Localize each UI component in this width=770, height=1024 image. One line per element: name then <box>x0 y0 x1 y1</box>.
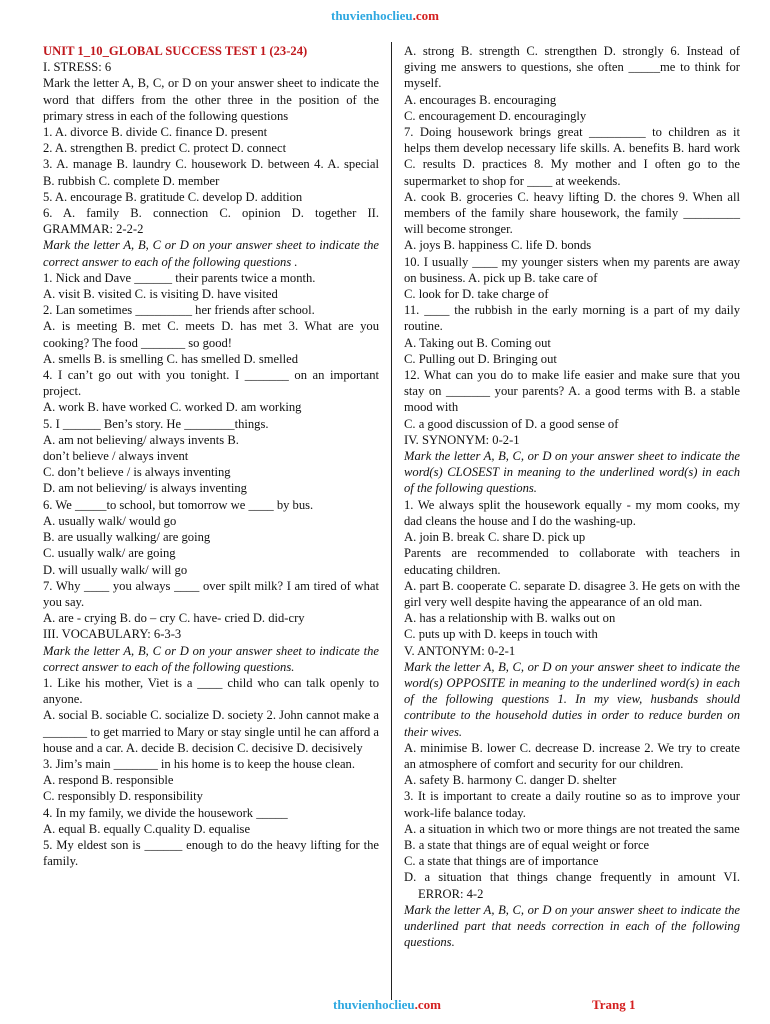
text-line: 3. A. manage B. laundry C. housework D. between 4. A. special B. rubbish C. complete D. member <box>43 157 379 188</box>
footer-site-name: thuvienhoclieu <box>333 997 415 1012</box>
text-line: C. look for D. take charge of <box>404 287 549 302</box>
text-line: Parents are recommended to collaborate with teachers in educating children. <box>404 546 740 577</box>
text-line: A. visit B. visited C. is visiting D. have visited <box>43 287 278 302</box>
right-column <box>404 43 740 950</box>
text-line: C. Pulling out D. Bringing out <box>404 351 557 366</box>
text-line: A. work B. have worked C. worked D. am working <box>43 400 302 415</box>
text-line: 5. I ______ Ben’s story. He ________things. <box>43 416 269 431</box>
left-column <box>43 43 379 869</box>
text-line: A. equal B. equally C.quality D. equalise <box>43 821 251 836</box>
text-line: Mark the letter A, B, C, or D on your answer sheet to indicate the word(s) OPPOSITE in meaning to the underlined word(s) in each of the following questions 1. In my view, husbands should contribute to the household duties in order to reduce burden on their wives. <box>404 659 740 739</box>
text-line: A. social B. sociable C. socialize D. society 2. John cannot make a _______ to get married to Mary or stay single until he can afford a house and a car. A. decide B. decision C. decisive D. decisively <box>43 708 379 755</box>
text-line: 1. We always split the housework equally - my mom cooks, my dad cleans the house and I do the washing-up. <box>404 497 740 528</box>
text-line: A. part B. cooperate C. separate D. disagree 3. He gets on with the girl very well despite having the appearance of an old man. <box>404 578 740 609</box>
text-line: C. encouragement D. encouragingly <box>404 108 587 123</box>
text-line: 1. Nick and Dave ______ their parents twice a month. <box>43 270 316 285</box>
text-line: C. a good discussion of D. a good sense of <box>404 416 619 431</box>
text-line: A. are - crying B. do – cry C. have- cried D. did-cry <box>43 611 305 626</box>
text-line: C. a state that things are of importance <box>404 854 599 869</box>
text-line: 2. Lan sometimes _________ her friends after school. <box>43 303 315 318</box>
text-line: A. a situation in which two or more things are not treated the same <box>404 821 740 836</box>
site-header <box>0 8 770 24</box>
text-line: 1. Like his mother, Viet is a ____ child who can talk openly to anyone. <box>43 675 379 707</box>
text-line: 7. Doing housework brings great _________ to children as it helps them develop necessary life skills. A. benefits B. hard work C. results D. practices 8. My mother and I often go to the supermarket to shop for ____ at weekends. <box>404 125 740 188</box>
text-line: 10. I usually ____ my younger sisters when my parents are away on business. A. pick up B. take care of <box>404 254 740 285</box>
site-name: thuvienhoclieu <box>331 8 413 23</box>
text-line: A. strong B. strength C. strengthen D. strongly 6. Instead of giving me answers to questions, she often _____me to think for myself. <box>404 44 740 91</box>
text-line: Mark the letter A, B, C, or D on your answer sheet to indicate the word(s) CLOSEST in meaning to the underlined word(s) in each of the following questions. <box>404 449 740 496</box>
text-line: 5. My eldest son is ______ enough to do the heavy lifting for the family. <box>43 837 379 869</box>
text-line: C. don’t believe / is always inventing <box>43 465 231 480</box>
text-line: 6. A. family B. connection C. opinion D. together II. GRAMMAR: 2-2-2 <box>43 206 379 237</box>
text-line: A. has a relationship with B. walks out on <box>404 611 616 626</box>
text-line: A. cook B. groceries C. heavy lifting D. the chores 9. When all members of the family share housework, the family _________ will become stronger. <box>404 189 740 237</box>
text-line: B. are usually walking/ are going <box>43 530 211 545</box>
text-line: 5. A. encourage B. gratitude C. develop D. addition <box>43 189 303 204</box>
text-line: A. respond B. responsible <box>43 773 174 788</box>
text-line: 4. In my family, we divide the housework _____ <box>43 805 288 820</box>
text-line: 11. ____ the rubbish in the early morning is a part of my daily routine. <box>404 303 740 334</box>
text-line: A. usually walk/ would go <box>43 513 177 528</box>
text-line: 12. What can you do to make life easier and make sure that you stay on _______ your parents? A. a good terms with B. a stable mood with <box>404 368 740 415</box>
text-line: C. responsibly D. responsibility <box>43 789 203 804</box>
text-line: D. a situation that things change frequently in amount VI. ERROR: 4-2 <box>404 870 740 901</box>
text-line: C. usually walk/ are going <box>43 546 176 561</box>
text-line: don’t believe / always invent <box>43 449 189 464</box>
text-line: A. encourages B. encouraging <box>404 92 557 107</box>
text-line: A. Taking out B. Coming out <box>404 335 551 350</box>
text-line: Mark the letter A, B, C, or D on your answer sheet to indicate the word that differs from the other three in the position of the primary stress in each of the following questions <box>43 76 379 123</box>
text-line: 1. A. divorce B. divide C. finance D. present <box>43 125 268 140</box>
text-line: 6. We _____to school, but tomorrow we ____ by bus. <box>43 497 314 512</box>
text-line: I. STRESS: 6 <box>43 60 112 75</box>
page-number: Trang 1 <box>592 997 636 1012</box>
text-line: B. a state that things are of equal weight or force <box>404 837 650 852</box>
text-line: Mark the letter A, B, C, or D on your answer sheet to indicate the underlined part that needs correction in each of the following questions. <box>404 902 740 950</box>
text-line: 3. Jim’s main _______ in his home is to keep the house clean. <box>43 756 356 771</box>
text-line: UNIT 1_10_GLOBAL SUCCESS TEST 1 (23-24) <box>43 44 308 58</box>
site-footer <box>333 997 441 1013</box>
text-line: 2. A. strengthen B. predict C. protect D. connect <box>43 141 287 156</box>
footer-site-domain: .com <box>414 997 441 1012</box>
text-line: A. safety B. harmony C. danger D. shelter <box>404 773 617 788</box>
text-line: V. ANTONYM: 0-2-1 <box>404 643 516 658</box>
text-line: 7. Why ____ you always ____ over spilt milk? I am tired of what you say. <box>43 578 379 609</box>
text-line: A. am not believing/ always invents B. <box>43 432 239 447</box>
text-line: 4. I can’t go out with you tonight. I _______ on an important project. <box>43 368 379 399</box>
text-line: A. join B. break C. share D. pick up <box>404 530 586 545</box>
text-line: C. puts up with D. keeps in touch with <box>404 627 598 642</box>
text-line: IV. SYNONYM: 0-2-1 <box>404 432 520 447</box>
text-line: D. will usually walk/ will go <box>43 562 188 577</box>
text-line: A. smells B. is smelling C. has smelled D. smelled <box>43 351 299 366</box>
text-line: A. joys B. happiness C. life D. bonds <box>404 238 592 253</box>
text-line: 3. It is important to create a daily routine so as to improve your work-life balance today. <box>404 789 740 820</box>
text-line: Mark the letter A, B, C or D on your answer sheet to indicate the correct answer to each of the following questions. <box>43 643 379 674</box>
text-line: D. am not believing/ is always inventing <box>43 481 247 496</box>
text-line: Mark the letter A, B, C or D on your answer sheet to indicate the correct answer to each of the following questions . <box>43 238 379 269</box>
column-divider <box>391 42 392 1000</box>
site-domain: .com <box>412 8 439 23</box>
text-line: III. VOCABULARY: 6-3-3 <box>43 627 182 642</box>
text-line: A. minimise B. lower C. decrease D. increase 2. We try to create an atmosphere of comfort and security for our children. <box>404 740 740 771</box>
text-line: A. is meeting B. met C. meets D. has met 3. What are you cooking? The food _______ so good! <box>43 319 379 350</box>
